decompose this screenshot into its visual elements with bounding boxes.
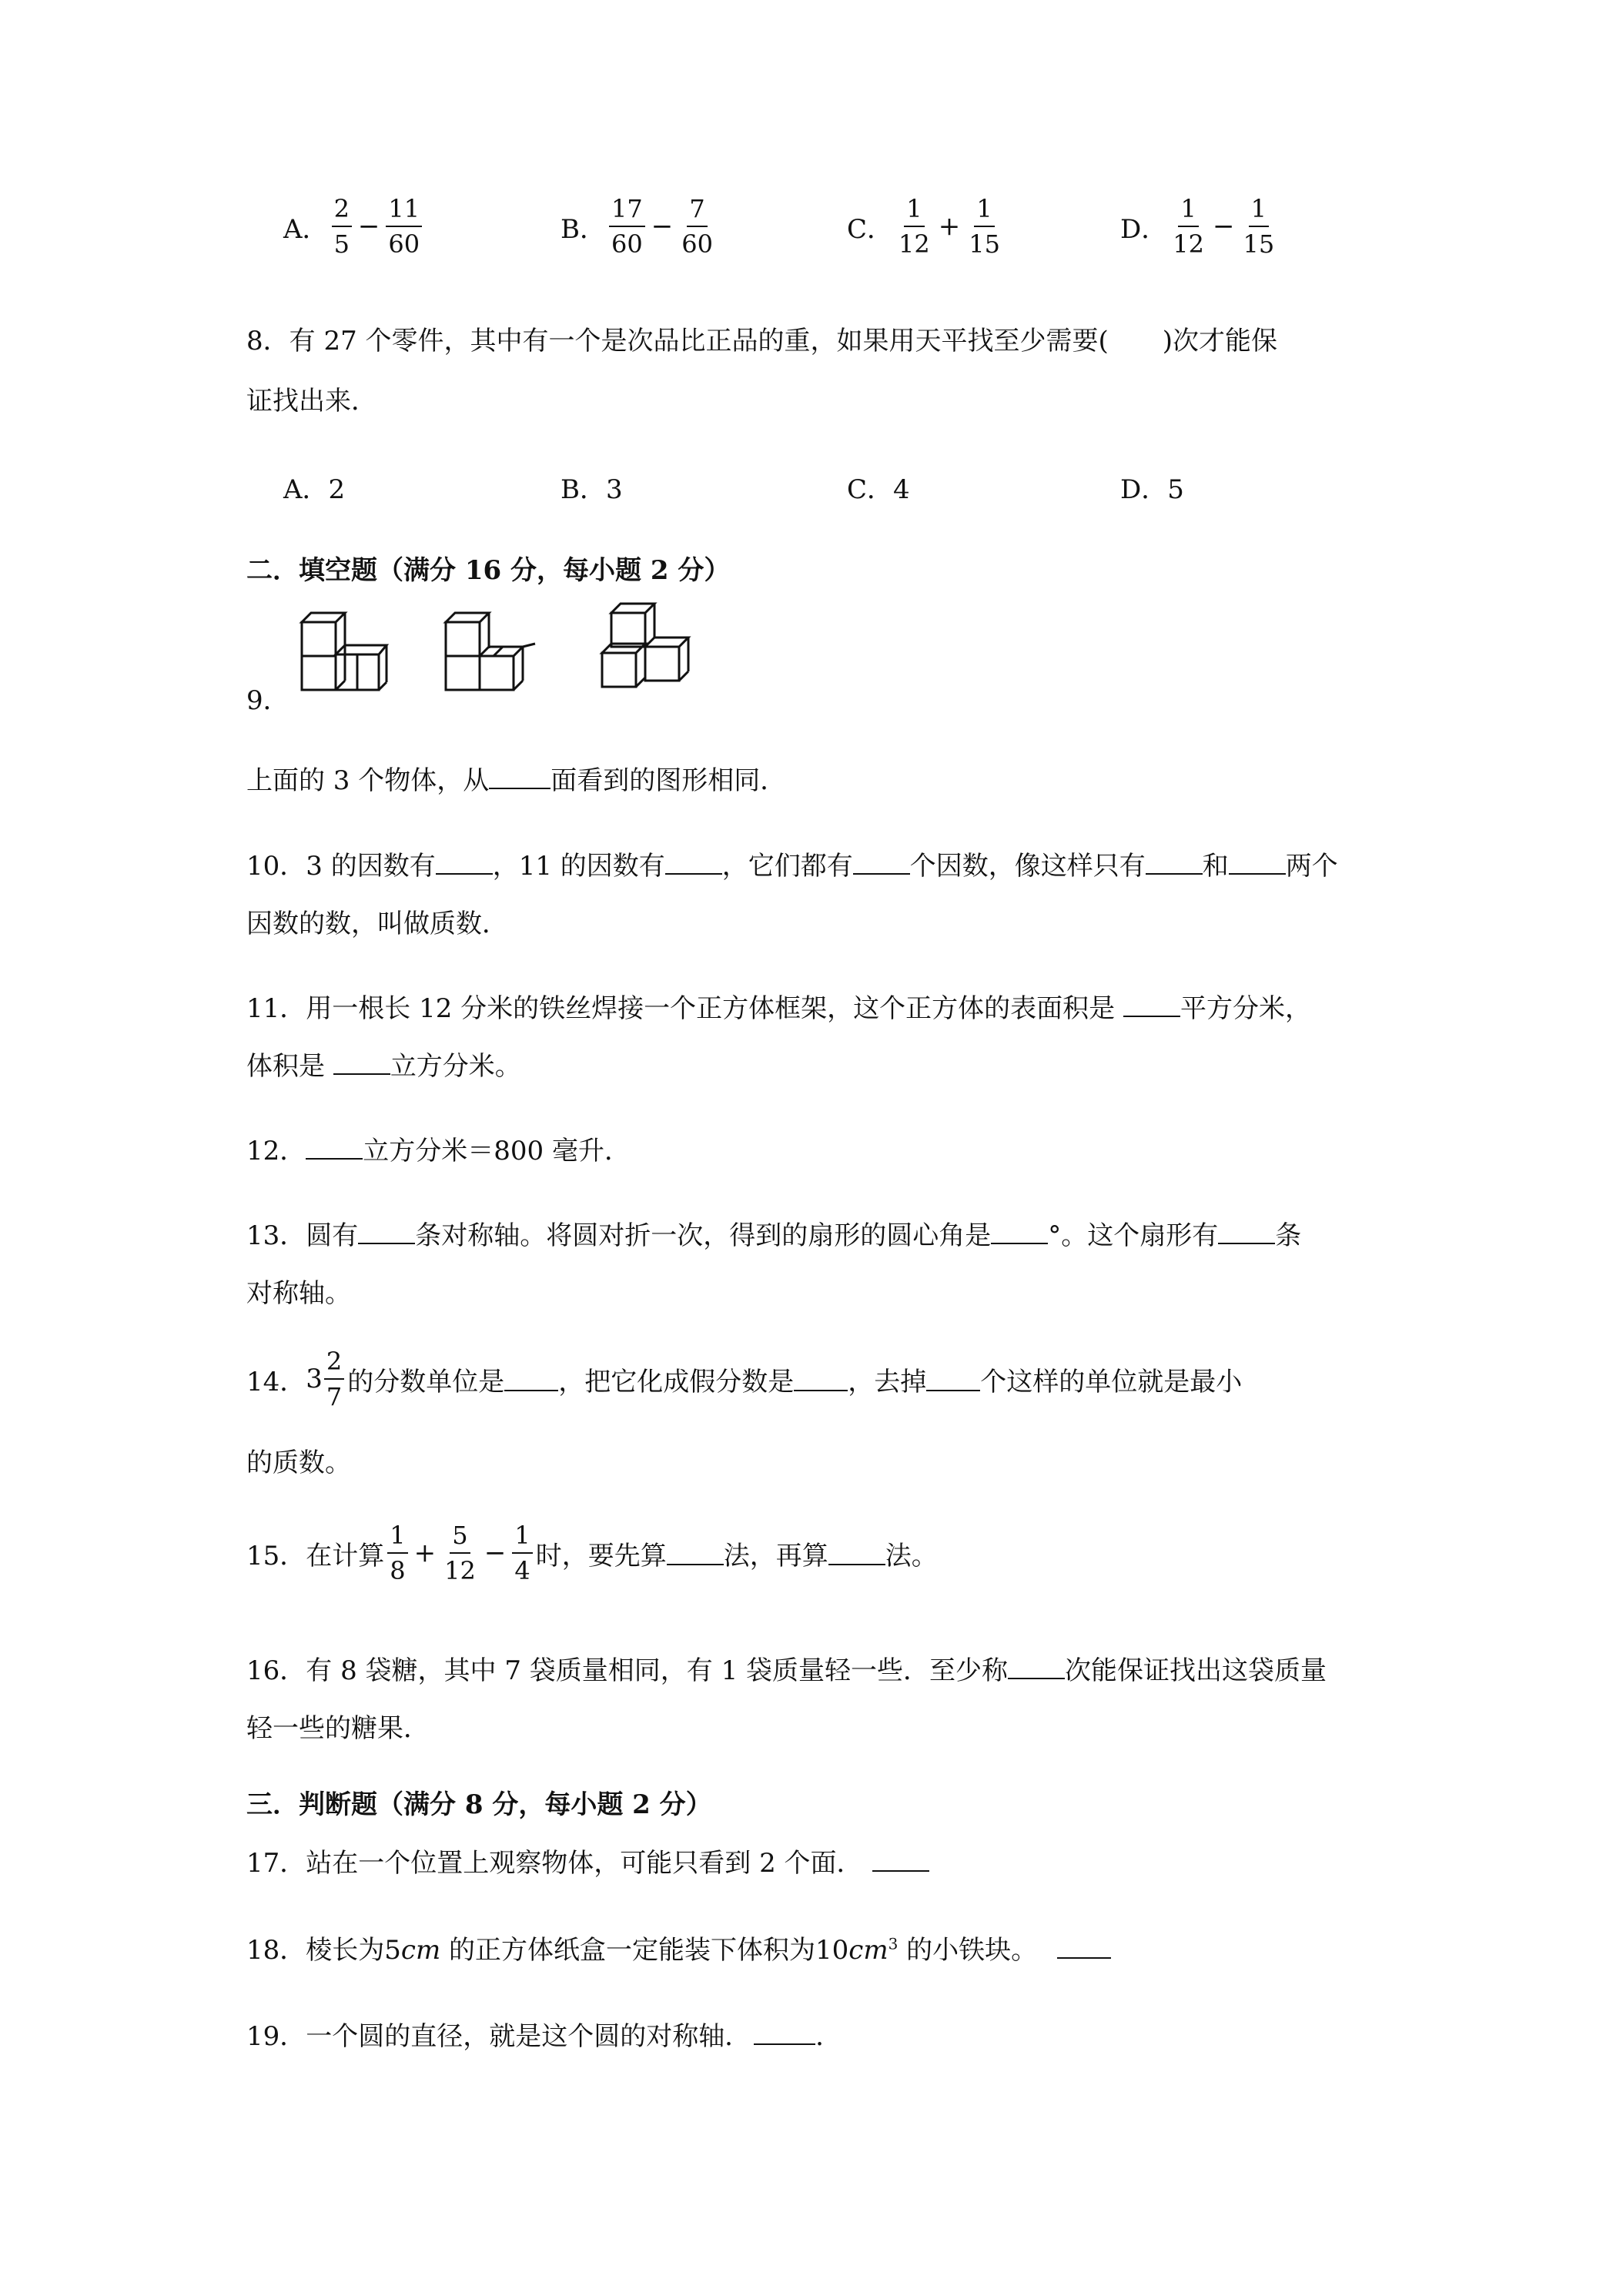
q12: 12． 立方分米＝800 毫升． <box>246 1136 631 1166</box>
q9-text: 上面的 3 个物体，从 面看到的图形相同． <box>246 765 787 796</box>
fraction: $\frac{1}{8}$ <box>387 1523 407 1583</box>
option-letter: C． <box>847 213 894 245</box>
fraction: $\frac{2}{5}$ <box>332 196 352 256</box>
option-letter: A． <box>283 213 329 245</box>
fraction: $\frac{1}{12}$ <box>899 194 930 259</box>
answer-blank[interactable] <box>504 1367 558 1391</box>
fraction: $\frac{5}{12}$ <box>444 1521 476 1585</box>
answer-blank[interactable] <box>1008 1655 1065 1679</box>
q9-number: 9． <box>246 685 289 716</box>
q16-line-2: 轻一些的糖果． <box>246 1713 430 1744</box>
fraction: $\frac{1}{4}$ <box>512 1523 532 1583</box>
answer-blank[interactable] <box>1123 992 1180 1017</box>
cube-stack-1-icon <box>299 608 399 693</box>
section-2-title: 二．填空题（满分 16 分，每小题 2 分） <box>246 555 731 586</box>
answer-blank[interactable] <box>794 1367 848 1391</box>
answer-blank[interactable] <box>1146 850 1203 875</box>
q13-line-1: 13．圆有 条对称轴。将圆对折一次，得到的扇形的圆心角是 °。这个扇形有 条 <box>246 1220 1302 1251</box>
answer-blank[interactable] <box>665 850 722 875</box>
q11-line-1: 11．用一根长 12 分米的铁丝焊接一个正方体框架，这个正方体的表面积是 平方分米， <box>246 993 1311 1024</box>
answer-blank[interactable] <box>489 765 550 789</box>
q14-line-2: 的质数。 <box>246 1448 351 1478</box>
fraction: $\frac{11}{60}$ <box>386 196 422 256</box>
answer-blank[interactable] <box>991 1220 1048 1244</box>
q7-option-a: A． $\frac{2}{5}$ − $\frac{11}{60}$ <box>283 196 425 256</box>
fraction: $\frac{7}{60}$ <box>681 194 713 259</box>
answer-blank[interactable] <box>667 1541 724 1565</box>
q10-line-1: 10．3 的因数有 ，11 的因数有 ，它们都有 个因数，像这样只有 和 两个 <box>246 851 1338 882</box>
fraction: $\frac{2}{7}$ <box>324 1349 344 1409</box>
cube-stack-2-icon <box>443 608 543 693</box>
answer-blank[interactable] <box>853 850 910 875</box>
q8-option-c: C．4 <box>847 474 910 505</box>
cube-stack-3-icon <box>599 599 699 691</box>
q8-option-a: A．2 <box>283 474 346 505</box>
q13-line-2: 对称轴。 <box>246 1278 351 1309</box>
q10-line-2: 因数的数，叫做质数． <box>246 909 508 939</box>
answer-blank[interactable] <box>872 1847 929 1872</box>
q14-line-1: 14． 3 $\frac{2}{7}$ 的分数单位是 ，把它化成假分数是 ，去掉 个这样的单位就是最小 <box>246 1347 1243 1411</box>
answer-blank[interactable] <box>754 2020 815 2045</box>
option-letter: D． <box>1120 213 1168 245</box>
answer-blank[interactable] <box>358 1220 415 1244</box>
fraction: $\frac{1}{15}$ <box>1243 194 1275 259</box>
answer-blank[interactable] <box>306 1135 363 1160</box>
answer-blank[interactable] <box>333 1050 390 1075</box>
q11-line-2: 体积是 立方分米。 <box>246 1051 521 1082</box>
section-3-title: 三．判断题（满分 8 分，每小题 2 分） <box>246 1789 712 1820</box>
option-letter: B． <box>561 213 606 245</box>
q7-option-c: C． $\frac{1}{12}$ + $\frac{1}{15}$ <box>847 196 1006 256</box>
answer-blank[interactable] <box>926 1367 980 1391</box>
mixed-number-whole: 3 <box>306 1364 323 1394</box>
q7-option-d: D． $\frac{1}{12}$ − $\frac{1}{15}$ <box>1120 196 1280 256</box>
answer-blank[interactable] <box>1229 850 1286 875</box>
fraction: $\frac{17}{60}$ <box>609 196 645 256</box>
q19: 19．一个圆的直径，就是这个圆的对称轴． ． <box>246 2021 842 2052</box>
q8-option-b: B．3 <box>561 474 623 505</box>
q8-line-1: 8．有 27 个零件，其中有一个是次品比正品的重，如果用天平找至少需要( )次才能保 <box>246 326 1278 356</box>
answer-blank[interactable] <box>1057 1934 1111 1959</box>
q8-line-2: 证找出来． <box>246 386 377 417</box>
fraction: $\frac{1}{15}$ <box>969 194 1000 259</box>
q16-line-1: 16．有 8 袋糖，其中 7 袋质量相同，有 1 袋质量轻一些．至少称 次能保证找出这袋质量 <box>246 1655 1327 1686</box>
q8-option-d: D．5 <box>1120 474 1184 505</box>
answer-blank[interactable] <box>828 1541 885 1565</box>
answer-blank[interactable] <box>436 850 493 875</box>
q18: 18．棱长为5cm 的正方体纸盒一定能装下体积为$10cm^3$ 的小铁块。 <box>246 1929 1111 1966</box>
fraction: $\frac{1}{12}$ <box>1173 194 1204 259</box>
answer-blank[interactable] <box>1218 1220 1275 1244</box>
q17: 17．站在一个位置上观察物体，可能只看到 2 个面． <box>246 1842 929 1879</box>
q15: 15．在计算 $\frac{1}{8}$ + $\frac{5}{12}$ − $\frac{1}{4}$ 时，要先算 法，再算 法。 <box>246 1521 938 1585</box>
q7-option-b: B． $\frac{17}{60}$ − $\frac{7}{60}$ <box>561 196 718 256</box>
